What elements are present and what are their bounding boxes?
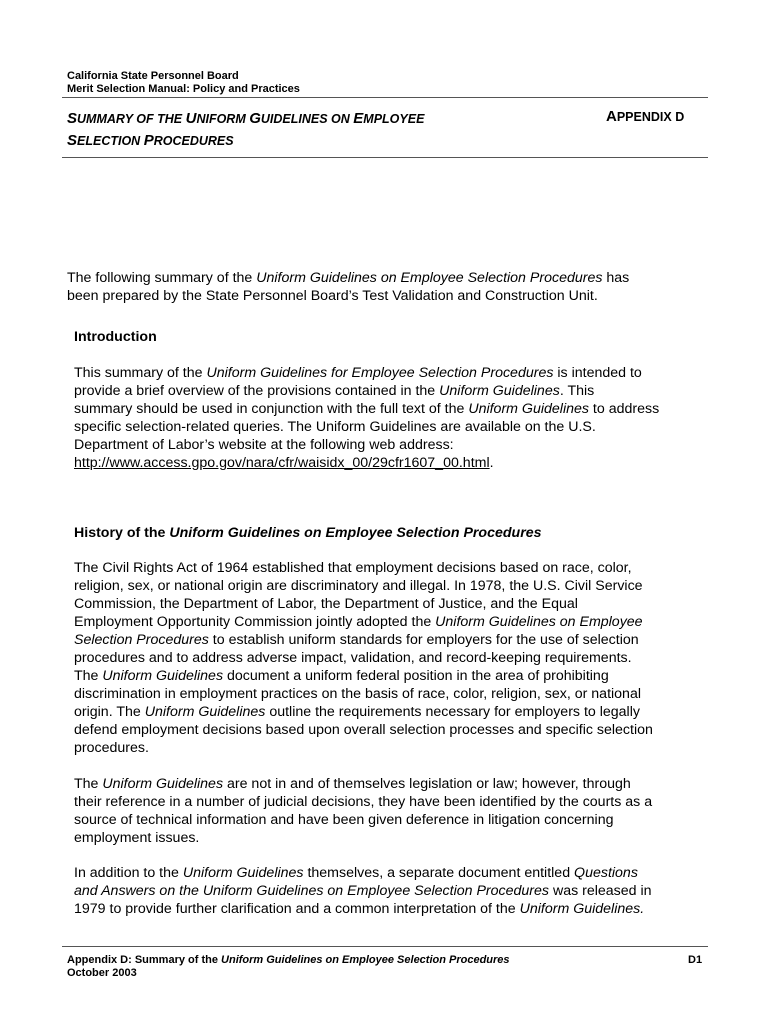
footer-date: October 2003 xyxy=(67,967,137,979)
header-manual: Merit Selection Manual: Policy and Practices xyxy=(67,83,300,95)
guidelines-web-link[interactable]: http://www.access.gpo.gov/nara/cfr/waisidx_00/29cfr1607_00.html xyxy=(74,455,490,471)
title-line-2: SELECTION PROCEDURES xyxy=(67,132,234,149)
page-number: D1 xyxy=(688,954,703,966)
introduction-heading: Introduction xyxy=(74,329,157,345)
footer-rule xyxy=(62,946,708,947)
page-footer xyxy=(67,954,510,980)
header-rule xyxy=(62,97,708,98)
header-org: California State Personnel Board xyxy=(67,70,239,82)
page-title xyxy=(67,108,424,152)
intro-paragraph: The following summary of the Uniform Guidelines on Employee Selection Procedures has been prepared by the State Personnel Board’s Test Validation and Construction Unit. xyxy=(67,270,630,304)
history-heading: History of the Uniform Guidelines on Employee Selection Procedures xyxy=(74,525,542,541)
history-paragraph-3: In addition to the Uniform Guidelines themselves, a separate document entitled Questions and Answers on the Uniform Guidelines on Employee Selection Procedures was released in 1979 to provide further clarification and a common interpretation of the Uniform Guidelines. xyxy=(74,865,652,917)
title-line-1: SUMMARY OF THE UNIFORM GUIDELINES ON EMPLOYEE xyxy=(67,110,425,127)
title-rule xyxy=(62,157,708,158)
footer-title: Appendix D: Summary of the Uniform Guidelines on Employee Selection Procedures xyxy=(67,954,510,966)
history-paragraph-2: The Uniform Guidelines are not in and of themselves legislation or law; however, through their reference in a number of judicial decisions, they have been identified by the courts as a source of technical information and have been given deference in litigation concerning employment issues. xyxy=(74,776,653,846)
running-header xyxy=(67,70,300,96)
appendix-label: APPENDIX D xyxy=(606,108,685,125)
introduction-paragraph: This summary of the Uniform Guidelines for Employee Selection Procedures is intended to provide a brief overview of the provisions contained in the Uniform Guidelines. This summary should be used in conjunction with the full text of the Uniform Guidelines to address specific selection-related queries. The Uniform Guidelines are available on the U.S. Department of Labor’s website at the following web address: http://www.access.gpo.gov/nara/cfr/waisidx_00/29cfr1607_00.html. xyxy=(74,365,660,471)
history-paragraph-1: The Civil Rights Act of 1964 established that employment decisions based on race, color, religion, sex, or national origin are discriminatory and illegal. In 1978, the U.S. Civil Service Commission, the Department of Labor, the Department of Justice, and the Equal Employment Opportunity Commission jointly adopted the Uniform Guidelines on Employee Selection Procedures to establish uniform standards for employers for the use of selection procedures and to address adverse impact, validation, and record-keeping requirements. The Uniform Guidelines document a uniform federal position in the area of prohibiting discrimination in employment practices on the basis of race, color, religion, sex, or national origin. The Uniform Guidelines outline the requirements necessary for employers to legally defend employment decisions based upon overall selection processes and specific selection procedures. xyxy=(74,560,653,756)
